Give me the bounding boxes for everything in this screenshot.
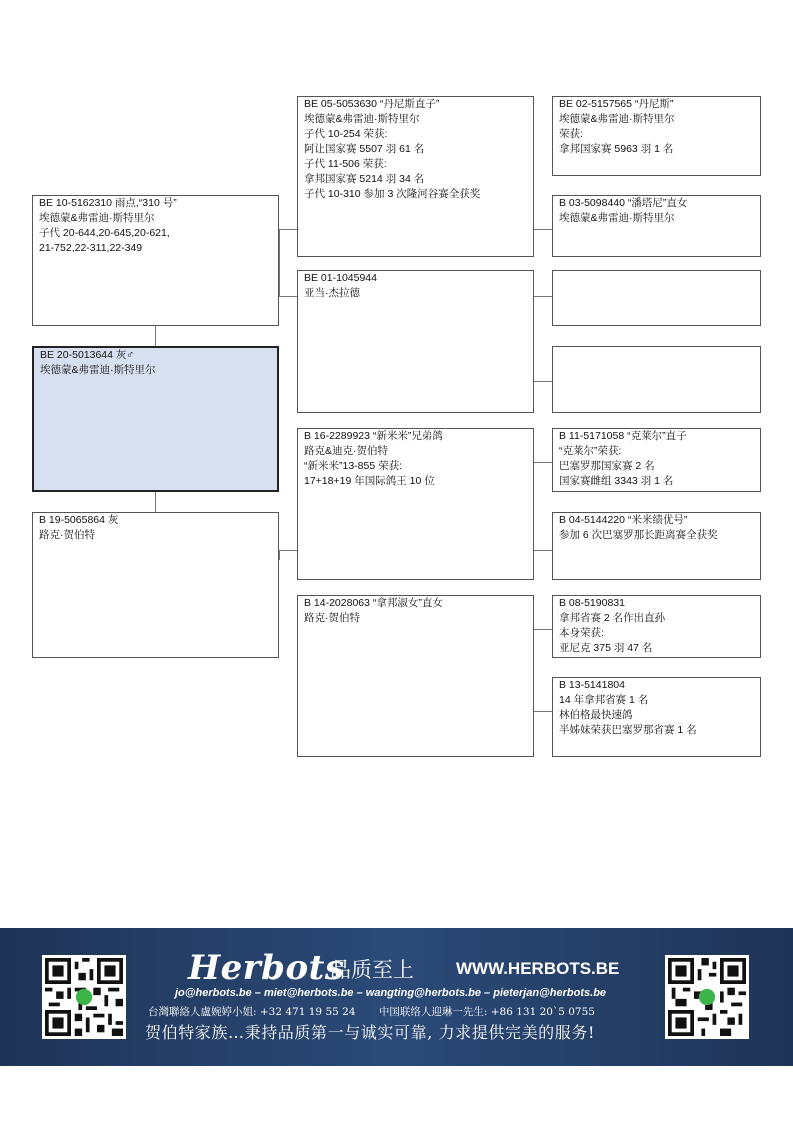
connector xyxy=(279,550,297,551)
dam-box xyxy=(32,512,279,658)
dam-dam-box xyxy=(297,595,534,757)
connector xyxy=(534,629,552,630)
connector xyxy=(534,711,552,712)
sire-dam-box xyxy=(297,270,534,413)
sds-box xyxy=(552,270,761,326)
tagline: 贺伯特家族…秉持品质第一与诚实可靠, 力求提供完美的服务! xyxy=(145,1023,596,1042)
pedigree-line: B 11-5171058 “克莱尔”直子 xyxy=(559,430,687,442)
ddd-box xyxy=(552,677,761,757)
dds-box xyxy=(552,595,761,658)
wechat-icon xyxy=(699,989,715,1005)
contact-china: 中国联络人迎琳一先生: +86 131 20`5 0755 xyxy=(378,1006,595,1018)
pedigree-line: BE 10-5162310 雨点,“310 号” xyxy=(39,197,177,209)
pedigree-line: 埃德蒙&弗雷迪·斯特里尔 xyxy=(40,364,156,376)
connector xyxy=(279,296,297,297)
pedigree-line: 17+18+19 年国际鸽王 10 位 xyxy=(304,475,435,487)
pedigree-line: 亚当·杰拉德 xyxy=(304,287,360,299)
dsd-box xyxy=(552,512,761,580)
dam-sire-box xyxy=(297,428,534,580)
pedigree-line: 阿让国家赛 5507 羽 61 名 xyxy=(304,143,425,155)
sire-sire-box xyxy=(297,96,534,257)
contact-row xyxy=(148,1004,615,1019)
pedigree-line: 埃德蒙&弗雷迪·斯特里尔 xyxy=(39,212,155,224)
pedigree-line: B 03-5098440 “潘塔尼”直女 xyxy=(559,197,688,209)
qr-code-icon xyxy=(45,958,123,1036)
slogan: 品质至上 xyxy=(330,958,414,982)
pedigree-line: B 04-5144220 “米米绩优号” xyxy=(559,514,688,526)
pedigree-line: 林伯格最快速鸽 xyxy=(559,709,633,721)
connector xyxy=(534,229,552,230)
connector xyxy=(534,550,552,551)
contact-taiwan: 台灣聯絡人盧婉婷小姐: +32 471 19 55 24 xyxy=(148,1006,356,1018)
connector xyxy=(534,462,552,463)
pedigree-line: 亚尼克 375 羽 47 名 xyxy=(559,642,653,654)
ssd-box xyxy=(552,195,761,257)
pedigree-line: B 08-5190831 xyxy=(559,597,625,609)
pedigree-line: 荣获: xyxy=(559,128,583,140)
brand-logo: Herbots xyxy=(188,948,345,988)
pedigree-line: 子代 20-644,20-645,20-621, xyxy=(39,227,170,239)
connector xyxy=(534,296,552,297)
pedigree-line: 路克&迪克·贺伯特 xyxy=(304,445,388,457)
pedigree-line: 拿邦国家赛 5963 羽 1 名 xyxy=(559,143,674,155)
pedigree-line: 子代 10-254 荣获: xyxy=(304,128,388,140)
connector xyxy=(155,326,156,346)
pedigree-line: 14 年拿邦省赛 1 名 xyxy=(559,694,649,706)
sdd-box xyxy=(552,346,761,413)
pedigree-line: 埃德蒙&弗雷迪·斯特里尔 xyxy=(559,212,675,224)
pedigree-line: “克莱尔”荣获: xyxy=(559,445,622,457)
qr-code-icon xyxy=(668,958,746,1036)
dss-box xyxy=(552,428,761,492)
pedigree-line: 拿邦国家赛 5214 羽 34 名 xyxy=(304,173,425,185)
pedigree-line: 子代 11-506 荣获: xyxy=(304,158,387,170)
pedigree-line: 半姊妹荣获巴塞罗那省赛 1 名 xyxy=(559,724,697,736)
wechat-qr-code[interactable] xyxy=(665,955,749,1039)
connector xyxy=(534,381,552,382)
connector xyxy=(279,229,297,230)
footer-banner xyxy=(0,928,793,1066)
pedigree-line: 本身荣获: xyxy=(559,627,604,639)
pedigree-line: 路克·贺伯特 xyxy=(39,529,95,541)
email-list[interactable]: jo@herbots.be – miet@herbots.be – wangting@herbots.be – pieterjan@herbots.be xyxy=(175,987,607,999)
pedigree-line: BE 01-1045944 xyxy=(304,272,377,284)
line-qr-code[interactable] xyxy=(42,955,126,1039)
connector xyxy=(279,550,280,560)
connector xyxy=(279,229,280,296)
sire-box xyxy=(32,195,279,326)
pedigree-line: B 19-5065864 灰 xyxy=(39,514,119,526)
line-icon xyxy=(76,989,92,1005)
pedigree-line: 路克·贺伯特 xyxy=(304,612,360,624)
pedigree-line: 埃德蒙&弗雷迪·斯特里尔 xyxy=(304,113,420,125)
pedigree-line: 国家赛雌组 3343 羽 1 名 xyxy=(559,475,674,487)
pedigree-line: 巴塞罗那国家赛 2 名 xyxy=(559,460,655,472)
pedigree-line: “新米米”13-855 荣获: xyxy=(304,460,403,472)
pedigree-line: BE 05-5053630 “丹尼斯直子” xyxy=(304,98,440,110)
pedigree-line: 子代 10-310 参加 3 次隆河谷赛全获奖 xyxy=(304,188,481,200)
website-link[interactable]: WWW.HERBOTS.BE xyxy=(456,959,620,978)
pedigree-line: BE 20-5013644 灰♂ xyxy=(40,349,135,361)
pedigree-line: B 16-2289923 “新米米”兄弟鸽 xyxy=(304,430,443,442)
pedigree-line: 21-752,22-311,22-349 xyxy=(39,242,143,254)
pedigree-line: 拿邦省赛 2 名作出直孙 xyxy=(559,612,666,624)
pedigree-line: B 13-5141804 xyxy=(559,679,625,691)
pedigree-line: BE 02-5157565 “丹尼斯” xyxy=(559,98,674,110)
pedigree-line: 参加 6 次巴塞罗那长距离赛全获奖 xyxy=(559,529,718,541)
sss-box xyxy=(552,96,761,176)
connector xyxy=(155,492,156,512)
pedigree-line: 埃德蒙&弗雷迪·斯特里尔 xyxy=(559,113,675,125)
subject-box xyxy=(32,346,279,492)
pedigree-line: B 14-2028063 “拿邦淑女”直女 xyxy=(304,597,443,609)
